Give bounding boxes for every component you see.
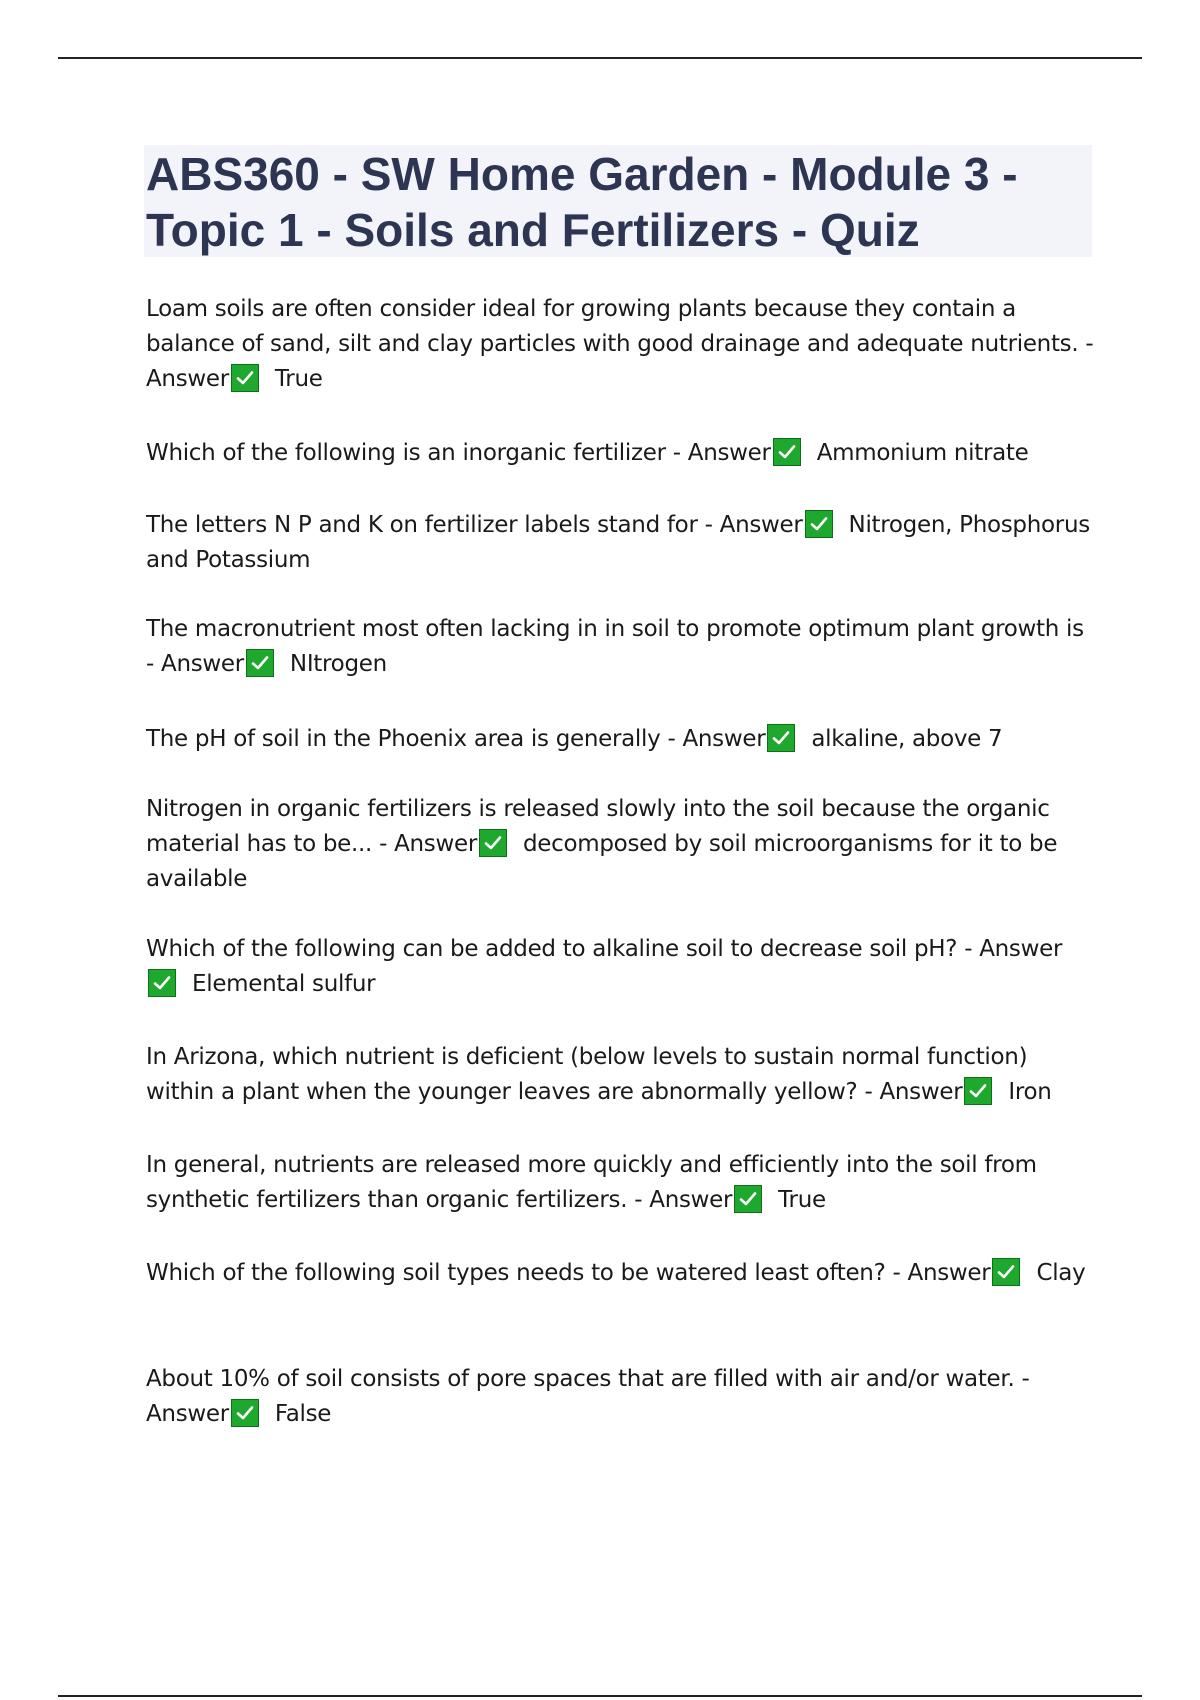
- answer-text: Clay: [1036, 1260, 1086, 1286]
- check-glyph: [483, 833, 503, 853]
- checkmark-icon: [992, 1258, 1020, 1286]
- answer-label: - Answer: [146, 1366, 1030, 1427]
- checkmark-icon: [479, 829, 507, 857]
- question-text: Which of the following soil types needs to be watered least often?: [146, 1260, 886, 1286]
- check-glyph: [152, 973, 172, 993]
- answer-text: Ammonium nitrate: [816, 440, 1029, 466]
- page-title: [144, 145, 1092, 258]
- question-text: Which of the following can be added to alkaline soil to decrease soil pH?: [146, 936, 958, 962]
- checkmark-icon: [734, 1185, 762, 1213]
- check-glyph: [738, 1189, 758, 1209]
- qa-item: [146, 1362, 1096, 1432]
- qa-item: [146, 508, 1096, 578]
- qa-item: [146, 792, 1096, 897]
- check-glyph: [996, 1262, 1016, 1282]
- checkmark-icon: [767, 724, 795, 752]
- check-glyph: [235, 1403, 255, 1423]
- title-block: [144, 145, 1092, 257]
- question-text: In Arizona, which nutrient is deficient (below levels to sustain normal function) within a plant when the younger leaves are abnormally yellow?: [146, 1044, 1028, 1105]
- answer-label: - Answer: [964, 936, 1063, 962]
- check-glyph: [777, 442, 797, 462]
- qa-item: [146, 932, 1096, 1002]
- answer-text: alkaline, above 7: [811, 726, 1003, 752]
- answer-text: Nitrogen, Phosphorus and Potassium: [146, 512, 1090, 573]
- answer-text: True: [274, 366, 323, 392]
- qa-item: [146, 292, 1096, 397]
- checkmark-icon: [964, 1077, 992, 1105]
- question-text: The letters N P and K on fertilizer labels stand for: [146, 512, 698, 538]
- title-line-1: ABS360 - SW Home Garden - Module 3 -: [146, 148, 1018, 200]
- question-text: In general, nutrients are released more quickly and efficiently into the soil from synthetic fertilizers than organic fertilizers.: [146, 1152, 1037, 1213]
- answer-text: Iron: [1008, 1079, 1052, 1105]
- answer-label: - Answer: [667, 726, 766, 752]
- answer-label: - Answer: [634, 1187, 733, 1213]
- checkmark-icon: [148, 969, 176, 997]
- qa-item: [146, 1148, 1096, 1218]
- qa-item: [146, 1256, 1096, 1291]
- checkmark-icon: [231, 1399, 259, 1427]
- check-glyph: [968, 1081, 988, 1101]
- check-glyph: [771, 728, 791, 748]
- answer-label: - Answer: [892, 1260, 991, 1286]
- answer-label: - Answer: [704, 512, 803, 538]
- check-glyph: [235, 368, 255, 388]
- question-text: Which of the following is an inorganic fertilizer: [146, 440, 666, 466]
- answer-text: False: [274, 1401, 332, 1427]
- question-text: About 10% of soil consists of pore spaces that are filled with air and/or water.: [146, 1366, 1015, 1392]
- checkmark-icon: [805, 510, 833, 538]
- answer-text: decomposed by soil microorganisms for it to be available: [146, 831, 1058, 892]
- bottom-rule: [58, 1695, 1142, 1697]
- qa-item: [146, 722, 1096, 757]
- qa-item: [146, 1040, 1096, 1110]
- question-text: Loam soils are often consider ideal for growing plants because they contain a balance of sand, silt and clay particles with good drainage and adequate nutrients.: [146, 296, 1079, 357]
- answer-label: - Answer: [379, 831, 477, 857]
- check-glyph: [250, 653, 270, 673]
- qa-item: [146, 436, 1096, 471]
- question-text: The pH of soil in the Phoenix area is generally: [146, 726, 661, 752]
- answer-label: - Answer: [672, 440, 771, 466]
- answer-text: NItrogen: [289, 651, 387, 677]
- answer-label: - Answer: [864, 1079, 963, 1105]
- check-glyph: [809, 514, 829, 534]
- qa-item: [146, 612, 1096, 682]
- title-line-2: Topic 1 - Soils and Fertilizers - Quiz: [146, 204, 920, 256]
- answer-text: True: [778, 1187, 826, 1213]
- question-text: Nitrogen in organic fertilizers is released slowly into the soil because the organic material has to be...: [146, 796, 1050, 857]
- checkmark-icon: [231, 364, 259, 392]
- question-text: The macronutrient most often lacking in in soil to promote optimum plant growth is: [146, 616, 1084, 642]
- checkmark-icon: [246, 649, 274, 677]
- checkmark-icon: [773, 438, 801, 466]
- top-rule: [58, 57, 1142, 59]
- answer-text: Elemental sulfur: [192, 971, 376, 997]
- answer-label: - Answer: [146, 331, 1094, 392]
- answer-label: - Answer: [146, 651, 244, 677]
